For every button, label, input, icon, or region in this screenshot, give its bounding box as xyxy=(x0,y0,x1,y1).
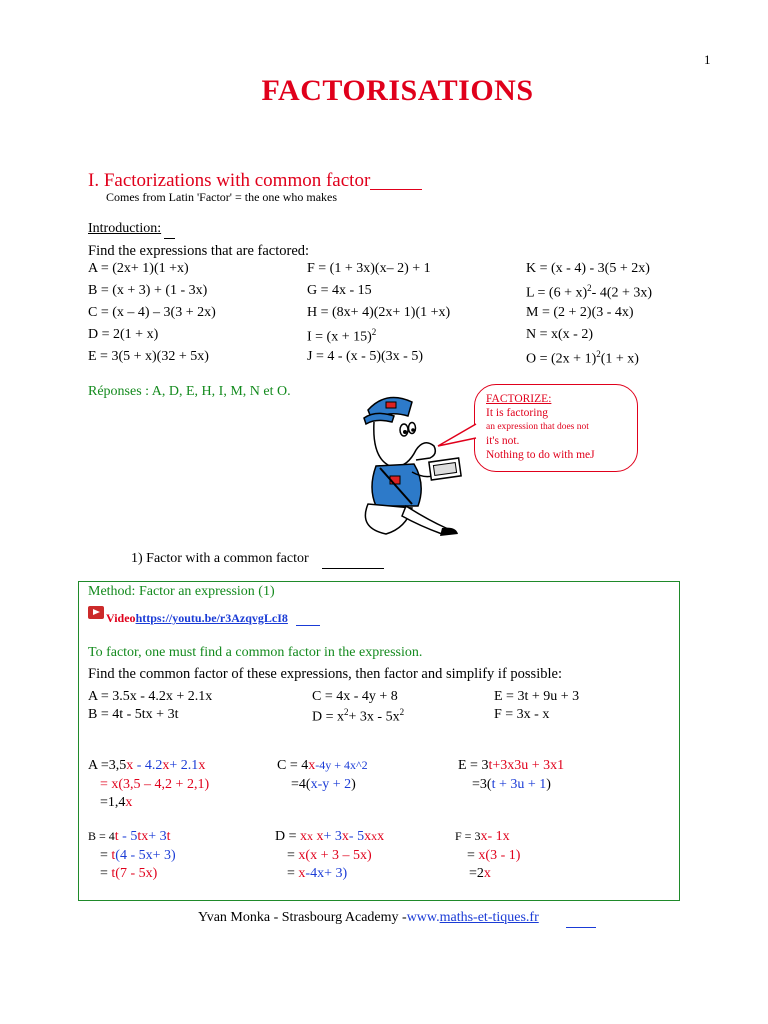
solution-f-line-2: = x(3 - 1) xyxy=(467,848,521,863)
video-underline xyxy=(296,625,320,626)
subsection-title: 1) Factor with a common factor xyxy=(131,551,309,566)
expression-i: $I = (x + 15)^2$ xyxy=(307,327,377,345)
solution-a-line-2: = x(3,5 – 4,2 + 2,1) xyxy=(100,777,210,792)
expression-l: $L = (6 + x)^2-$ 4(2 + 3x) xyxy=(526,283,653,301)
bubble-line-2: an expression that does not xyxy=(486,422,589,432)
bubble-title: FACTORIZE: xyxy=(486,393,552,405)
postman-illustration xyxy=(346,388,476,538)
heading-underline xyxy=(370,189,422,190)
exercise-e: E = 3t + 9u + 3 xyxy=(494,689,580,704)
video-link[interactable]: Videohttps://youtu.be/r3AzqvgLcI8 xyxy=(106,611,288,625)
expression-e: E = 3(5 + x)(32 + 5x) xyxy=(88,349,209,364)
bubble-line-4: Nothing to do with meJ xyxy=(486,449,595,461)
solution-b-line-1: B = 4t - 5tx+ 3t xyxy=(88,829,171,844)
expression-c: C = (x – 4) – 3(3 + 2x) xyxy=(88,305,216,320)
bubble-line-3: it's not. xyxy=(486,435,520,447)
solution-a-line-1: A =3,5x - 4.2x+ 2.1x xyxy=(88,758,206,773)
expression-m: M = (2 + 2)(3 - 4x) xyxy=(526,305,634,320)
solution-b-line-2: = t(4 - 5x+ 3) xyxy=(100,848,176,863)
expression-h: H = (8x+ 4)(2x+ 1)(1 +x) xyxy=(307,305,451,320)
solution-a-line-3: =1,4x xyxy=(100,795,133,810)
method-title: Method: Factor an expression (1) xyxy=(88,584,275,599)
solution-e-line-2: =3(t + 3u + 1) xyxy=(472,777,551,792)
intro-underline xyxy=(164,238,175,239)
expression-o: $O = (2x + 1)^2(1 + x)$ xyxy=(526,349,639,367)
expression-a: A = (2x+ 1)(1 +x) xyxy=(88,261,189,276)
method-instruction: To factor, one must find a common factor in the expression. xyxy=(88,645,423,660)
section-subtitle: Comes from Latin 'Factor' = the one who makes xyxy=(106,190,338,204)
exercise-c: C = 4x - 4y + 8 xyxy=(312,689,398,704)
section-heading: I. Factorizations with common factor xyxy=(88,170,371,191)
page-title: FACTORISATIONS xyxy=(261,74,534,107)
intro-label: Introduction: xyxy=(88,221,162,236)
solution-e-line-1: E = 3t+3x3u + 3x1 xyxy=(458,758,565,773)
bubble-tail xyxy=(436,420,480,450)
exercise-a: A = 3.5x - 4.2x + 2.1x xyxy=(88,689,213,704)
footer: Yvan Monka - Strasbourg Academy -www.maths-et-tiques.fr xyxy=(198,910,539,925)
exercise-d: $D = x^2+ 3x - 5x^2$ xyxy=(312,707,405,725)
bubble-line-1: It is factoring xyxy=(486,407,548,419)
page-number: 1 xyxy=(704,52,711,67)
solution-d-line-1: D = xx x+ 3x- 5xxx xyxy=(275,829,385,844)
solution-b-line-3: = t(7 - 5x) xyxy=(100,866,158,881)
expression-j: J = 4 - (x - 5)(3x - 5) xyxy=(307,349,423,364)
bubble-text xyxy=(486,392,595,462)
expression-n: N = x(x - 2) xyxy=(526,327,593,342)
solution-d-line-2: = x(x + 3 – 5x) xyxy=(287,848,372,863)
solution-f-line-1: F = 3x- 1x xyxy=(455,829,510,844)
footer-underline xyxy=(566,927,596,928)
expression-d: D = 2(1 + x) xyxy=(88,327,159,342)
method-prompt: Find the common factor of these expressions, then factor and simplify if possible: xyxy=(88,666,562,682)
exercise-b: B = 4t - 5tx + 3t xyxy=(88,707,179,722)
solution-c-line-2: =4(x-y + 2) xyxy=(291,777,356,792)
answers: Réponses : A, D, E, H, I, M, N et O. xyxy=(88,384,291,399)
exercise-f: F = 3x - x xyxy=(494,707,550,722)
subsection-underline xyxy=(322,568,384,569)
expression-f: F = (1 + 3x)(x– 2) + 1 xyxy=(307,261,431,276)
play-video-icon[interactable] xyxy=(88,606,104,619)
intro-prompt: Find the expressions that are factored: xyxy=(88,243,310,259)
expression-g: G = 4x - 15 xyxy=(307,283,372,298)
solution-d-line-3: = x-4x+ 3) xyxy=(287,866,348,881)
footer-link[interactable]: www.maths-et-tiques.fr xyxy=(406,910,539,925)
expression-b: B = (x + 3) + (1 - 3x) xyxy=(88,283,208,298)
expression-k: K = (x - 4) - 3(5 + 2x) xyxy=(526,261,650,276)
solution-c-line-1: C = 4x-4y + 4x^2 xyxy=(277,758,368,773)
solution-f-line-3: =2x xyxy=(469,866,491,881)
